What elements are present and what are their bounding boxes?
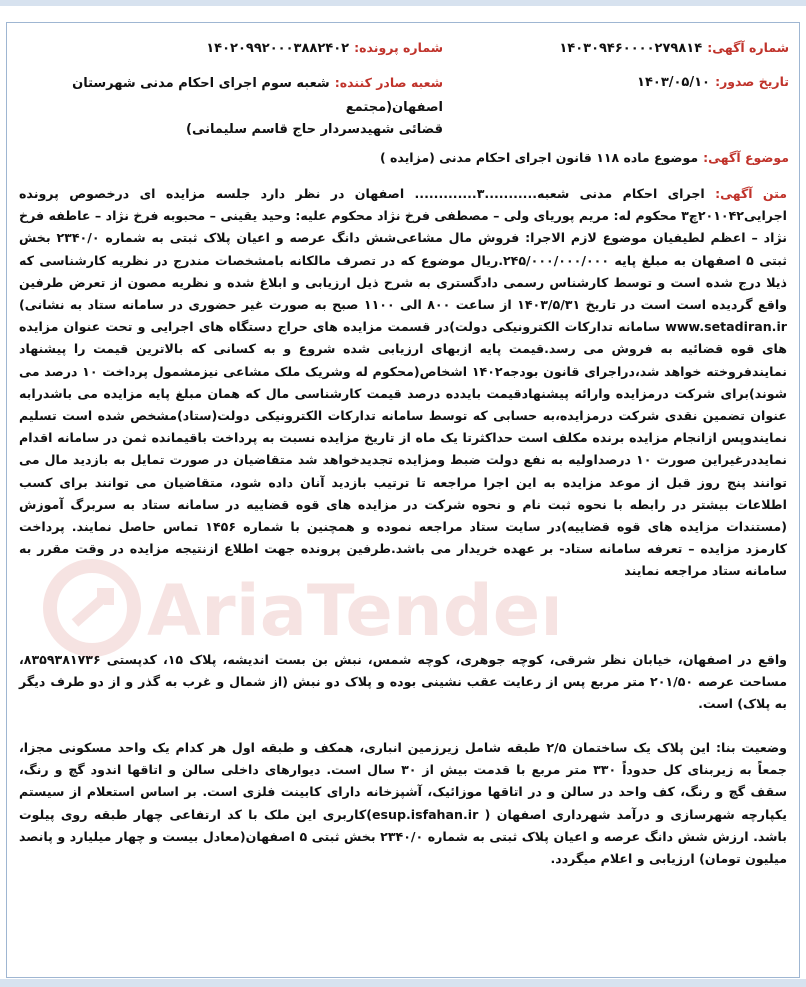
body-label: متن آگهی: bbox=[715, 186, 787, 201]
ad-number-value: ۱۴۰۳۰۹۴۶۰۰۰۰۲۷۹۸۱۴ bbox=[559, 41, 703, 56]
main-text-content: اجرای احکام مدنی شعبه...........۳............. اصفهان در نظر دارد جلسه مزایده ای درخصوص پرونده اجرایی۲۰۱۰۴۲چ۳ محکوم له: مریم پوریای ولی – مصطفی فرخ نژاد محکوم علیه: وحید یقینی – محبوبه فرخ نژاد – عاطفه فرخ نژاد – اعظم لطیفیان موضوع لازم الاجرا: فروش مال مشاعی‌شش دانگ عرصه و اعیان پلاک ثبتی به شماره ۲۳۴۰/۰ بخش ثبتی ۵ اصفهان به مبلغ پایه ۲۴۵/۰۰۰/۰۰۰/۰۰۰.ریال موضوع که در تصرف مالکانه بامشخصات مندرج در نظریه کارشناسی که ذیلا درج شده است و توسط کارشناس رسمی دادگستری به شرح ذیل ارزیابی و ابلاغ شده و نظریه مصون از تعرض طرفین واقع گردیده است است در تاریخ ۱۴۰۳/۵/۳۱ از ساعت ۸۰۰ الی ۱۱۰۰ صبح به صورت غیر حضوری در سامانه ستاد به نشانی) www.setadiran.ir سامانه تدارکات الکترونیکی دولت)در قسمت مزایده های حراج دستگاه های اجرایی و تحت عنوان مزایده های قوه قضائیه به فروش می رسد.قیمت پایه ازبهای ارزیابی شده شروع و به کسانی که بالاترین قیمت را پیشنهاد نمایندفروخته خواهد شد،دراجرای قانون بودجه۱۴۰۲ اشخاص(محکوم له وشریک ملک مشاعی نیزمشمول پرداخت ۱۰ درصد می شوند)برای شرکت درمزایده وارائه پیشنهادقیمت بایدده درصد قیمت کارشناسی مال که همان مبلغ پایه مزایده می باشدرابه عنوان تضمین نقدی شرکت درمزایده،به حسابی که توسط سامانه تدارکات الکترونیکی دولت(ستاد)مشخص شده است تسلیم نمایندوپس ازانجام مزایده برنده مکلف است حداکثرتا یک ماه از تاریخ مزایده نسبت به پرداخت باقیمانده ثمن در سامانه اقدام نمایددرغیراین صورت ۱۰ درصداولیه به نفع دولت ضبط ومزایده تجدیدخواهد شد متقاضیان در صورت تمایل به بازدید مال می توانند پنج روز قبل از موعد مزایده به این اجرا مراجعه تا ترتیب بازدید آنان داده شود، متقاضیان می توانند برای کسب اطلاعات بیشتر در رابطه با نحوه ثبت نام و نحوه شرکت در مزایده های قوه قضاییه در سامانه ستاد به سربرگ آموزش (مستندات مزایده های قوه قضاییه)در سایت ستاد مراجعه نموده و همچنین با شماره ۱۴۵۶ تماس حاصل نمایند. پرداخت کارمزد مزایده – تعرفه سامانه ستاد- بر عهده خریدار می باشد.طرفین پرونده جهت اطلاع ازنتیجه مزایده در وقت مقرر به سامانه ستاد مراجعه نمایند bbox=[19, 186, 787, 579]
subject-label: موضوع آگهی: bbox=[703, 150, 789, 165]
ad-number-label: شماره آگهی: bbox=[707, 40, 789, 55]
top-bar bbox=[0, 0, 806, 6]
subject-row bbox=[380, 147, 789, 166]
issue-date-row bbox=[637, 71, 789, 90]
subject-value: موضوع ماده ۱۱۸ قانون اجرای احکام مدنی (مزایده ) bbox=[379, 150, 699, 165]
building-status-text: وضعیت بنا: این پلاک یک ساختمان ۲/۵ طبقه شامل زیرزمین انباری، همکف و طبقه اول هر کدام یک واحد مسکونی مجزا، جمعاً به زیربنای کل حدوداً ۳۳۰ متر مربع با قدمت بیش از ۳۰ سال است. دیوارهای داخلی سالن و اتاقها اندود گچ و رنگ، سقف گچ و رنگ، کف واحد در سالن و در اتاقها موزائیک، آشپزخانه دارای کابینت فلزی است. بر اساس استعلام از سیستم یکپارچه شهرسازی و درآمد شهرداری اصفهان ( esup.isfahan.ir)کاربری این ملک با کد ارتفاعی چهار طبقه روی پیلوت باشد. ارزش شش دانگ عرصه و اعیان پلاک ثبتی به شماره ۲۳۴۰/۰ بخش ثبتی ۵ اصفهان(معادل بیست و چهار میلیارد و پانصد میلیون تومان) ارزیابی و اعلام میگردد. bbox=[19, 740, 788, 867]
issue-date-value: ۱۴۰۳/۰۵/۱۰ bbox=[637, 75, 710, 90]
issuer-row bbox=[23, 71, 443, 141]
file-number-label: شماره پرونده: bbox=[354, 40, 443, 55]
issuer-line2: قضائی شهیدسردار حاج قاسم سلیمانی) bbox=[186, 122, 443, 137]
file-number-value: ۱۴۰۲۰۹۹۲۰۰۰۳۸۸۲۴۰۲ bbox=[206, 41, 350, 56]
ad-number-row bbox=[559, 37, 789, 56]
notice-frame bbox=[6, 22, 800, 978]
location-text: واقع در اصفهان، خیابان نظر شرقی، کوچه جوهری، کوچه شمس، نبش بن بست اندیشه، پلاک ۱۵، کدپستی ۸۳۵۹۳۸۱۷۳۶، مساحت عرصه ۲۰۱/۵۰ متر مربع پس از رعایت عقب نشینی بوده و پلاک دو نبش (از شمال و غرب به گذر و از دو طرف دیگر به پلاک) است. bbox=[19, 652, 788, 712]
bottom-bar bbox=[0, 979, 806, 987]
watermark-text: AriaTender bbox=[147, 570, 557, 652]
issuer-line1: شعبه سوم اجرای احکام مدنی شهرستان اصفهان(مجتمع bbox=[72, 76, 443, 115]
issuer-label: شعبه صادر کننده: bbox=[334, 75, 443, 90]
issue-date-label: تاریخ صدور: bbox=[715, 74, 789, 89]
file-number-row bbox=[206, 37, 443, 56]
notice-main-text bbox=[19, 183, 787, 583]
